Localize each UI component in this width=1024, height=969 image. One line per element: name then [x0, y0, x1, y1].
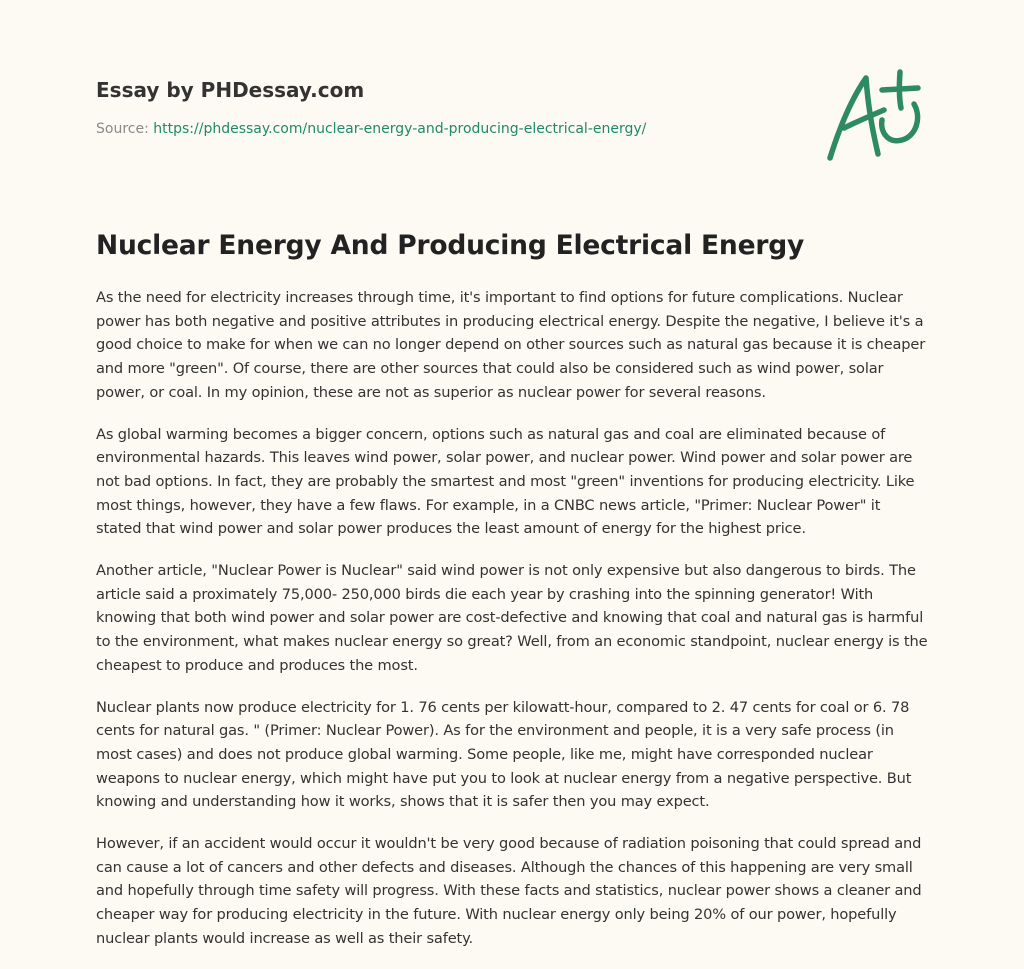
essay-paragraph: Nuclear plants now produce electricity for 1. 76 cents per kilowatt-hour, compared to 2. 47 cents for coal or 6. 78 cents for natural gas. " (Primer: Nuclear Power). As for the environment and people, it is a very safe process (in most cases) and does not produce global warming. Some people, like me, might have corresponded nuclear weapons to nuclear energy, which might have put you to look at nuclear energy from a negative perspective. But knowing and understanding how it works, shows that it is safer then you may expect.	[96, 698, 912, 811]
source-line	[96, 119, 796, 139]
site-title: Essay by PHDessay.com	[96, 78, 365, 102]
essay-paragraph: As global warming becomes a bigger concern, options such as natural gas and coal are eliminated because of environmental hazards. This leaves wind power, solar power, and nuclear power. Wind power and solar power are not bad options. In fact, they are probably the smartest and most "green" inventions for producing electricity. Like most things, however, they have a few flaws. For example, in a CNBC news article, "Primer: Nuclear Power" it stated that wind power and solar power produces the least amount of energy for the highest price.	[96, 425, 915, 538]
essay-title: Nuclear Energy And Producing Electrical Energy	[96, 230, 805, 261]
essay-paragraph: As the need for electricity increases through time, it's important to find options for future complications. Nuclear power has both negative and positive attributes in producing electrical energy. Despite the negative, I believe it's a good choice to make for when we can no longer depend on other sources such as natural gas because it is cheaper and more "green". Of course, there are other sources that could also be considered such as wind power, solar power, or coal. In my opinion, these are not as superior as nuclear power for several reasons.	[96, 289, 926, 401]
source-label: Source:	[96, 121, 149, 137]
source-link[interactable]: https://phdessay.com/nuclear-energy-and-producing-electrical-energy/	[153, 121, 647, 137]
essay-paragraph: However, if an accident would occur it wouldn't be very good because of radiation poisoning that could spread and can cause a lot of cancers and other defects and diseases. Although the chances of this happening are very small and hopefully through time safety will progress. With these facts and statistics, nuclear power shows a cleaner and cheaper way for producing electricity in the future. With nuclear energy only being 20% of our power, hopefully nuclear plants would increase as well as their safety.	[96, 835, 922, 947]
essay-body	[96, 286, 928, 969]
essay-paragraph: Another article, "Nuclear Power is Nuclear" said wind power is not only expensive but also dangerous to birds. The article said a proximately 75,000- 250,000 birds die each year by crashing into the spinning generator! With knowing that both wind power and solar power are cost-defective and knowing that coal and natural gas is harmful to the environment, what makes nuclear energy so great? Well, from an economic standpoint, nuclear energy is the cheapest to produce and produces the most.	[96, 562, 928, 674]
page-header	[96, 74, 796, 139]
a-plus-logo-icon	[820, 66, 930, 166]
